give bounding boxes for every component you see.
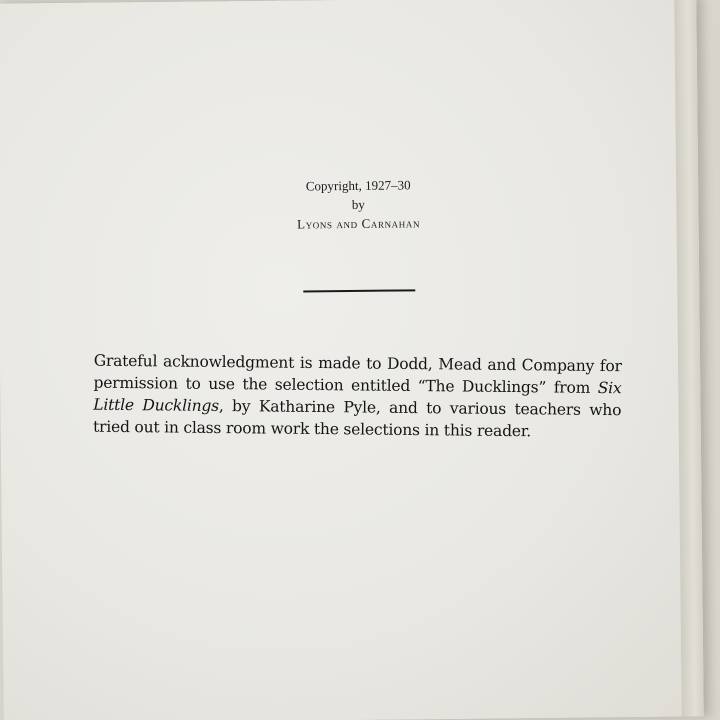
copyright-by: by [351, 196, 365, 212]
acknowledgment-paragraph [93, 350, 622, 444]
acknowledgment-text-start: Grateful acknowledgment is made to Dodd, Mead and Company for permission to use the selection entitled “The Ducklings” from [93, 351, 622, 397]
page-edge [674, 0, 704, 717]
copyright-block [238, 175, 479, 235]
acknowledgment-book-title: Six Little Ducklings [93, 378, 622, 415]
publisher-name: Lyons and Carnahan [297, 215, 421, 232]
acknowledgment-text-end: , by Katharine Pyle, and to various teachers who tried out in class room work the selections in this reader. [92, 396, 622, 441]
divider-rule [303, 289, 415, 292]
copyright-line: Copyright, 1927–30 [305, 177, 411, 194]
